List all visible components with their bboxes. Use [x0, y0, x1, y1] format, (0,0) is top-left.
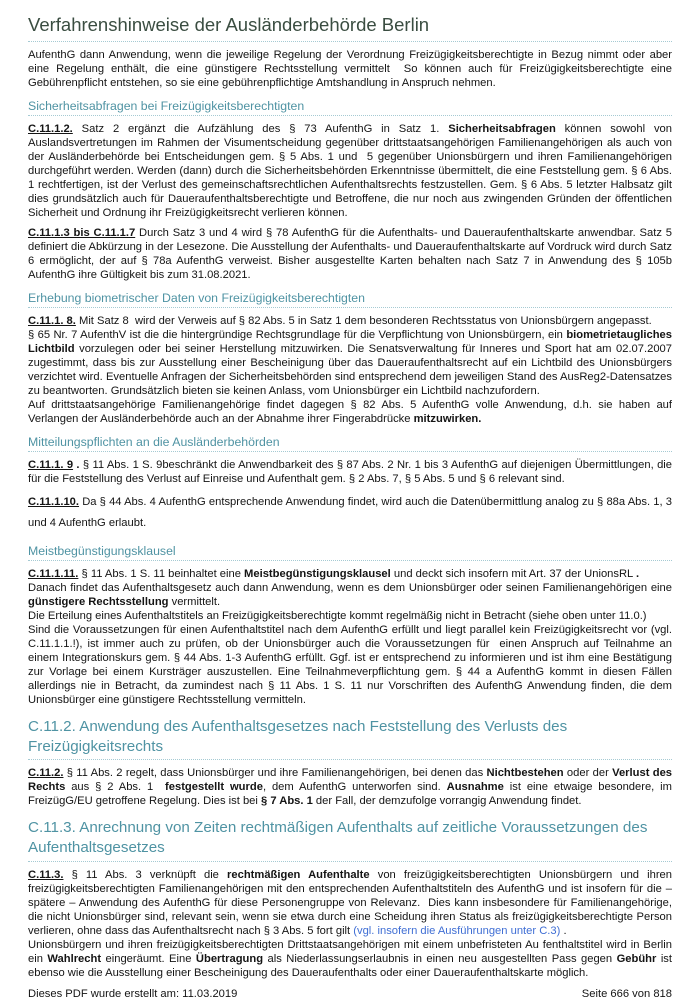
text-run: . [635, 567, 640, 580]
text-run: Auf drittstaatsangehörige Familienangehörige findet dagegen § 82 Abs. 5 AufenthG volle Anwendung, d.h. sie haben auf Verlangen der Ausländerbehörde auch an der Abnahme ihrer Fingerabdrücke [28, 399, 676, 426]
paragraph-label: C.11.1.10. [28, 496, 80, 509]
text-run: günstigere Rechtsstellung [28, 595, 169, 608]
paragraph-c11-1-9 [28, 458, 676, 486]
subheading-sicherheitsabfragen: Sicherheitsabfragen bei Freizügigkeitsberechtigten [28, 99, 672, 116]
text-run: oder der [563, 767, 613, 780]
footer-page-indicator: Seite 666 von 818 [581, 987, 672, 1000]
text-run: , dem AufenthG unterworfen sind. [262, 781, 447, 794]
text-run: § 65 Nr. 7 AufenthV ist die die hintergründige Rechtsgrundlage für die Verpflichtung von Unionsbürgern, ein [28, 329, 567, 342]
text-run: vermittelt. [168, 595, 221, 608]
text-run: festgestellt wurde [165, 781, 263, 794]
paragraph-label: C.11.1. 9 [28, 459, 74, 472]
text-run: Danach findet das Aufenthaltsgesetz auch dann Anwendung, wenn es dem Unionsbürger oder seinen Familienangehörigen eine [28, 581, 676, 594]
paragraph-c11-1-10 [28, 492, 676, 535]
text-run: § 11 Abs. 2 regelt, dass Unionsbürger und ihre Familienangehörigen, bei denen das [63, 767, 487, 780]
text-run: AufenthG dann Anwendung, wenn die jeweilige Regelung der Verordnung Freizügigkeitsberechtigte in Bezug nimmt oder aber eine Regelung enthält, die eine günstigere Rechtsstellung vermittelt So können auch für Freizügigkeitsberechtigte eine Gebührenpflicht entstehen, so sie eine gebührenpflichtige Amtshandlung in Anspruch nehmen. [28, 49, 676, 90]
page-footer [28, 980, 672, 1000]
paragraph-label: C.11.3. [28, 868, 64, 881]
heading-c11-2: C.11.2. Anwendung des Aufenthaltsgesetzes nach Feststellung des Verlusts des Freizügigkeitsrechts [28, 717, 672, 761]
subheading-mitteilungspflichten: Mitteilungspflichten an die Ausländerbehörden [28, 435, 672, 452]
paragraph-label: C.11.1. 8. [28, 315, 76, 328]
paragraph-c11-2 [28, 766, 676, 808]
text-run: Durch Satz 3 und 4 wird § 78 AufenthG für die Aufenthalts- und Daueraufenthaltskarte anwendbar. Satz 5 definiert die Abkürzung in der Lesezone. Die Ausstellung der Aufenthalts- und Daueraufenthaltskarte auf Vordruck wird durch Satz 6 ermöglicht, der auf § 78a AufenthG verweist. Bisher ausgestellte Karten behalten nach Satz 7 in Anwendung des § 105b AufenthG ihre Gültigkeit bis zum 31.08.2021. [28, 227, 676, 282]
document-title: Verfahrenshinweise der Ausländerbehörde Berlin [28, 10, 672, 42]
text-run: rechtmäßigen Aufenthalte [227, 868, 370, 881]
text-run: Satz 2 ergänzt die Aufzählung des § 73 AufenthG in Satz 1. [72, 123, 449, 136]
subheading-erhebung-biometrischer-daten: Erhebung biometrischer Daten von Freizügigkeitsberechtigten [28, 291, 672, 308]
text-run: Die Erteilung eines Aufenthaltstitels an Freizügigkeitsberechtigte kommt regelmäßig nicht in Betracht (siehe oben unter 11.0.) [28, 609, 647, 622]
text-run: eingeräumt. Eine [101, 952, 196, 965]
subheading-meistbeguenstigungsklausel: Meistbegünstigungsklausel [28, 544, 672, 561]
text-run: und deckt sich insofern mit Art. 37 der UnionsRL [390, 567, 636, 580]
text-run: ist ebenso wie die Ausstellung einer Bescheinigung des Daueraufenthalts oder einer Daueraufenthaltskarte möglich. [28, 952, 676, 979]
text-run: Wahlrecht [47, 952, 102, 965]
paragraph-label: C.11.2. [28, 767, 64, 780]
text-run: . [560, 924, 567, 937]
text-run: biometrietaugliches Lichtbild [28, 329, 676, 356]
text-run: Übertragung [195, 952, 264, 965]
paragraph-c11-1-8 [28, 314, 676, 426]
text-run: Sicherheitsabfragen [448, 123, 556, 136]
text-run: § 7 Abs. 1 [261, 795, 313, 808]
paragraph-label: C.11.1.3 bis C.11.1.7 [28, 227, 136, 240]
text-run: Meistbegünstigungsklausel [244, 567, 391, 580]
intro-paragraph [28, 48, 676, 90]
text-run: Verlust des Rechts [28, 767, 676, 794]
text-run: der Fall, der demzufolge vorrangig Anwendung findet. [312, 795, 582, 808]
text-run: § 11 Abs. 1 S. 11 beinhaltet eine [78, 567, 245, 580]
text-run: aus § 2 Abs. 1 [65, 781, 166, 794]
text-run: von freizügigkeitsberechtigten Unionsbürgern und ihren freizügigkeitsberechtigten Familienangehörigen mit den entsprechenden Aufenthaltstiteln des AufenthG und ist insofern für die – spätere – Anwendung des AufenthG für diese Personengruppe von Relevanz. Dies kann insbesondere für Familienangehörige, die nicht Unionsbürger sind, relevant sein, wenn sie etwa durch eine Scheidung ihren Status als freizügigkeitsberechtigte Person verlieren, ohne dass das Aufenthaltsrecht nach § 3 Abs. 5 fort gilt [28, 868, 676, 937]
text-run: als Niederlassungserlaubnis in einen neu ausgestellten Pass gegen [263, 952, 617, 965]
text-run: Ausnahme [446, 781, 504, 794]
text-run: ist eine etwaige besondere, im FreizügG/EU getroffene Regelung. Dies ist bei [28, 781, 676, 808]
document-body [28, 42, 676, 980]
paragraph-c11-1-11 [28, 567, 676, 707]
text-run: Unionsbürgern und ihren freizügigkeitsberechtigten Drittstaatsangehörigen mit einem unbefristeten Au fenthaltstitel wird in Berlin ein [28, 938, 676, 965]
footer-creation-date: Dieses PDF wurde erstellt am: 11.03.2019 [28, 987, 238, 1000]
cross-reference-link[interactable]: (vgl. insofern die Ausführungen unter C.3) [353, 924, 561, 937]
paragraph-label: C.11.1.11. [28, 567, 79, 580]
text-run: Mit Satz 8 wird der Verweis auf § 82 Abs. 5 in Satz 1 dem besonderen Rechtsstatus von Unionsbürgern angepasst. [75, 315, 652, 328]
text-run: können sowohl von Auslandsvertretungen im Rahmen der Visumentscheidung gegenüber drittstaatsangehörigen Familienangehörigen als auch von der Ausländerbehörde bei Entscheidungen gem. § 5 Abs. 1 und 5 gegenüber Unionsbürgern und ihren Familienangehörigen durchgeführt werden. Werden (dann) durch die Sicherheitsbehörden Erkenntnisse übermittelt, die eine Feststellung gem. § 6 Abs. 1 rechtfertigen, ist der Verlust des gemeinschaftsrechtlichen Aufenthaltsrechts festzustellen. Gem. § 6 Abs. 5 letzter Halbsatz gilt dies grundsätzlich auch für Daueraufenthaltsberechtigte und Betroffene, die nur noch aus zwingenden Gründen der öffentlichen Sicherheit und Ordnung ihr Freizügigkeitsrecht verlieren können. [28, 123, 676, 220]
text-run: § 11 Abs. 3 verknüpft die [63, 868, 228, 881]
text-run: Da § 44 Abs. 4 AufenthG entsprechende Anwendung findet, wird auch die Datenübermittlung analog zu § 88a Abs. 1, 3 und 4 AufenthG erlaubt. [28, 496, 676, 530]
text-run: § 11 Abs. 1 S. 9beschränkt die Anwendbarkeit des § 87 Abs. 2 Nr. 1 bis 3 AufenthG auf diejenigen Übermittlungen, die für die Feststellung des Verlust auf Einreise und Aufenthalt gem. § 2 Abs. 7, § 5 Abs. 5 und § 6 relevant sind. [28, 459, 676, 486]
text-run: Gebühr [616, 952, 657, 965]
text-run: . [73, 459, 80, 472]
paragraph-label: C.11.1.2. [28, 123, 73, 136]
heading-c11-3: C.11.3. Anrechnung von Zeiten rechtmäßigen Aufenthalts auf zeitliche Voraussetzungen des Aufenthaltsgesetzes [28, 818, 672, 862]
paragraph-c11-1-3-bis-c11-1-7 [28, 226, 676, 282]
text-run: Sind die Voraussetzungen für einen Aufenthaltstitel nach dem AufenthG erfüllt und liegt parallel kein Freizügigkeitsrecht vor (vgl. C.11.1.1.!), ist immer auch zu prüfen, ob der Unionsbürger auch die Voraussetzungen für einen Anspruch auf Teilnahme an einem Integrationskurs gem. § 44 Abs. 1-3 AufenthG erfüllt. Ggf. ist er entsprechend zu informieren und ist ihm eine Bestätigung zur Vorlage bei einem Kursträger auszustellen. Eine Teilnahmeverpflichtung gem. § 44 a AufenthG kommt in diesen Fällen allerdings nie in Betracht, da zumindest nach § 11 Abs. 1 S. 11 nur Vorschriften des AufenthG Anwendung finden, die dem Unionsbürger eine günstigere Rechtsstellung vermitteln. [28, 623, 676, 706]
text-run: Nichtbestehen [486, 767, 564, 780]
paragraph-c11-1-2 [28, 122, 676, 220]
text-run: vorzulegen oder bei seiner Herstellung mitzuwirken. Die Senatsverwaltung für Inneres und Sport hat am 02.07.2007 zugestimmt, dass bis zur Ausstellung einer Bescheinigung über das Daueraufenthaltsrecht auf ein Lichtbild des Unionsbürgers verzichtet wird. Eventuelle Anfragen der Sicherheitsbehörden sind entsprechend dem jeweiligen Stand des AusReg2-Datensatzes zu beantworten. Grundsätzlich bieten sie keinen Anlass, vom Unionsbürger ein Lichtbild nachzufordern. [28, 343, 676, 398]
text-run: mitzuwirken. [413, 413, 482, 426]
paragraph-c11-3 [28, 868, 676, 980]
